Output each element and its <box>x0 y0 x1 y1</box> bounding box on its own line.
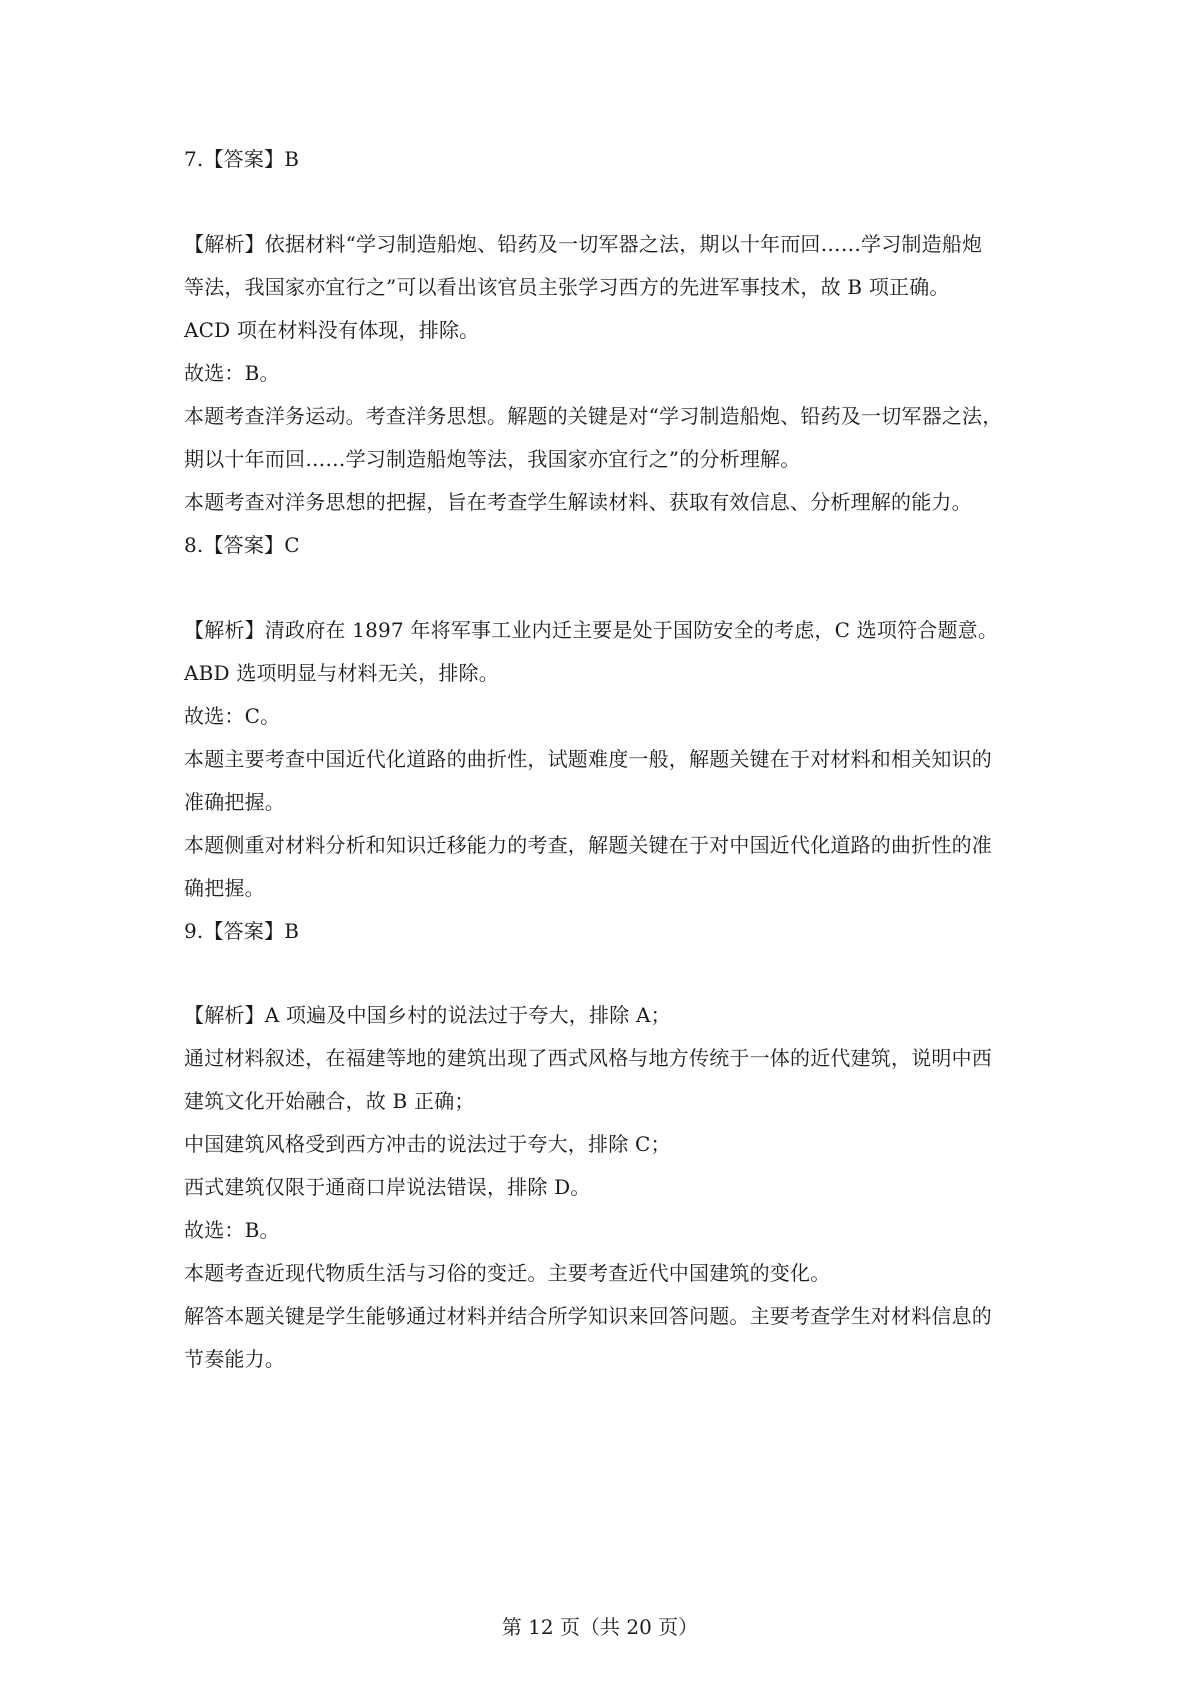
q7-analysis-line-2: 等法，我国家亦宜行之”可以看出该官员主张学习西方的先进军事技术，故 B 项正确。 <box>184 275 950 299</box>
q8-choice: 故选：C。 <box>184 704 281 728</box>
q9-analysis-line-3: 建筑文化开始融合，故 B 正确； <box>184 1089 475 1113</box>
q8-analysis-line-1: 【解析】清政府在 1897 年将军事工业内迁主要是处于国防安全的考虑，C 选项符合题意。 <box>184 618 999 642</box>
q9-answer: 9.【答案】B <box>184 919 300 943</box>
q7-topic-line-2: 期以十年而回……学习制造船炮等法，我国家亦宜行之”的分析理解。 <box>184 447 801 471</box>
q9-choice: 故选：B。 <box>184 1218 280 1242</box>
q8-aim-line-2: 确把握。 <box>184 876 265 900</box>
q9-aim-line-2: 节奏能力。 <box>184 1347 285 1371</box>
q9-analysis-line-2: 通过材料叙述，在福建等地的建筑出现了西式风格与地方传统于一体的近代建筑，说明中西 <box>184 1046 992 1070</box>
q9-analysis-line-5: 西式建筑仅限于通商口岸说法错误，排除 D。 <box>184 1175 591 1199</box>
q9-analysis-line-4: 中国建筑风格受到西方冲击的说法过于夸大，排除 C； <box>184 1132 671 1156</box>
q8-answer: 8.【答案】C <box>184 533 300 557</box>
q7-topic-line-1: 本题考查洋务运动。考查洋务思想。解题的关键是对“学习制造船炮、铅药及一切军器之法， <box>184 404 1003 428</box>
q8-topic-line-1: 本题主要考查中国近代化道路的曲折性，试题难度一般，解题关键在于对材料和相关知识的 <box>184 747 992 771</box>
q9-aim-line-1: 解答本题关键是学生能够通过材料并结合所学知识来回答问题。主要考查学生对材料信息的 <box>184 1304 992 1328</box>
q8-aim-line-1: 本题侧重对材料分析和知识迁移能力的考查，解题关键在于对中国近代化道路的曲折性的准 <box>184 833 992 857</box>
q7-aim: 本题考查对洋务思想的把握，旨在考查学生解读材料、获取有效信息、分析理解的能力。 <box>184 490 972 514</box>
page-number-footer: 第 12 页（共 20 页） <box>501 1615 699 1639</box>
q7-answer: 7.【答案】B <box>184 147 300 171</box>
q7-choice: 故选：B。 <box>184 361 280 385</box>
q7-analysis-line-1: 【解析】依据材料“学习制造船炮、铅药及一切军器之法，期以十年而回……学习制造船炮 <box>184 232 983 256</box>
q9-analysis-line-1: 【解析】A 项遍及中国乡村的说法过于夸大，排除 A； <box>184 1003 671 1027</box>
q9-topic: 本题考查近现代物质生活与习俗的变迁。主要考查近代中国建筑的变化。 <box>184 1261 831 1285</box>
q8-analysis-line-2: ABD 选项明显与材料无关，排除。 <box>184 661 499 685</box>
q7-analysis-line-3: ACD 项在材料没有体现，排除。 <box>184 318 480 342</box>
q8-topic-line-2: 准确把握。 <box>184 790 285 814</box>
